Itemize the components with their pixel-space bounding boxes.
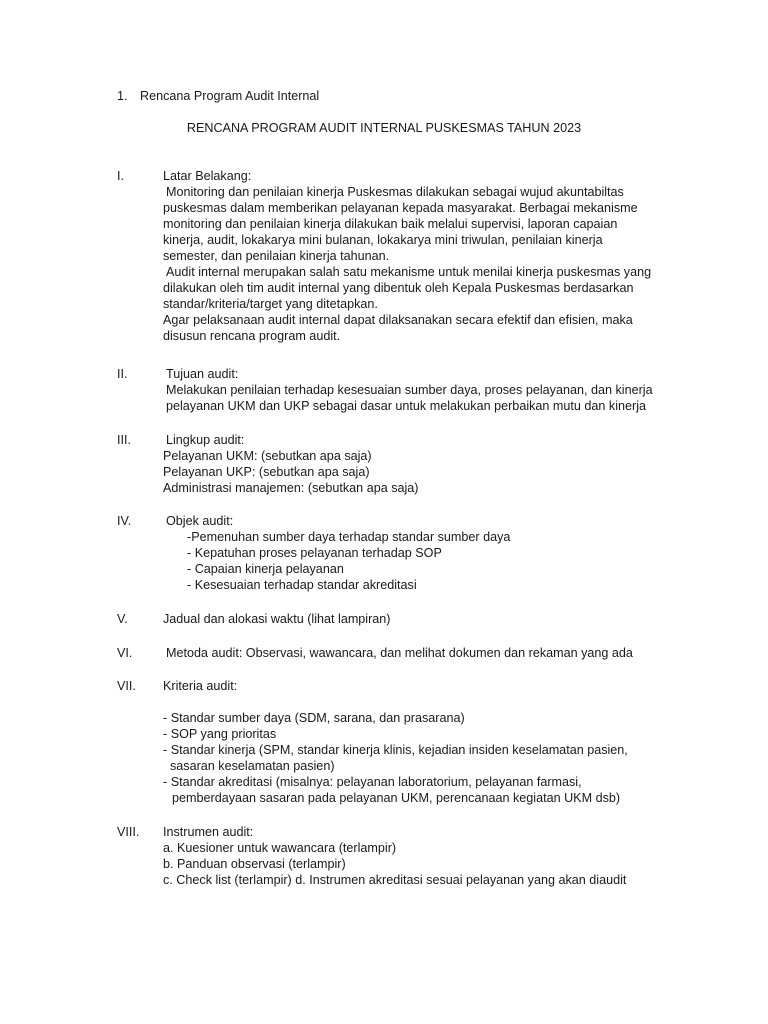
list-item: Pelayanan UKP: (sebutkan apa saja) xyxy=(163,465,370,479)
paragraph-line: Agar pelaksanaan audit internal dapat dilaksanakan secara efektif dan efisien, maka xyxy=(163,313,633,327)
section-number: II. xyxy=(117,367,128,381)
section-tujuan-audit xyxy=(117,366,697,414)
list-item: Administrasi manajemen: (sebutkan apa saja) xyxy=(163,481,419,495)
section-title: Jadual dan alokasi waktu (lihat lampiran) xyxy=(163,612,391,626)
section-title: Instrumen audit: xyxy=(163,825,254,839)
list-item: - Kesesuaian terhadap standar akreditasi xyxy=(187,578,417,592)
list-item: - Standar sumber daya (SDM, sarana, dan prasarana) xyxy=(163,711,465,725)
list-item: - Standar kinerja (SPM, standar kinerja klinis, kejadian insiden keselamatan pasien, xyxy=(163,743,628,757)
section-title: Tujuan audit: xyxy=(166,367,239,381)
section-latar-belakang xyxy=(117,168,697,344)
document-heading xyxy=(117,88,319,104)
paragraph-line: dilakukan oleh tim audit internal yang dibentuk oleh Kepala Puskesmas berdasarkan xyxy=(163,281,634,295)
section-number: VIII. xyxy=(117,825,140,839)
list-item-continuation: sasaran keselamatan pasien) xyxy=(170,759,335,773)
section-title: Kriteria audit: xyxy=(163,679,238,693)
section-metoda-audit xyxy=(117,645,697,661)
section-number: VI. xyxy=(117,646,133,660)
section-number: VII. xyxy=(117,679,136,693)
section-jadual xyxy=(117,611,697,627)
paragraph-line: Audit internal merupakan salah satu mekanisme untuk menilai kinerja puskesmas yang xyxy=(166,265,652,279)
section-number: IV. xyxy=(117,514,132,528)
section-number: I. xyxy=(117,169,124,183)
paragraph-line: kinerja, audit, lokakarya mini bulanan, lokakarya mini triwulan, penilaian kinerja xyxy=(163,233,603,247)
list-item-continuation: pemberdayaan sasaran pada pelayanan UKM, perencanaan kegiatan UKM dsb) xyxy=(172,791,621,805)
list-item: b. Panduan observasi (terlampir) xyxy=(163,857,346,871)
section-title: Lingkup audit: xyxy=(166,433,245,447)
paragraph-line: monitoring dan penilaian kinerja dilakukan baik melalui supervisi, laporan capaian xyxy=(163,217,618,231)
paragraph-line: puskesmas dalam memberikan pelayanan kepada masyarakat. Berbagai mekanisme xyxy=(163,201,638,215)
paragraph-line: standar/kriteria/target yang ditetapkan. xyxy=(163,297,378,311)
list-item: Pelayanan UKM: (sebutkan apa saja) xyxy=(163,449,372,463)
paragraph-line: semester, dan penilaian kinerja tahunan. xyxy=(163,249,390,263)
paragraph-line: Monitoring dan penilaian kinerja Puskesmas dilakukan sebagai wujud akuntabiltas xyxy=(166,185,624,199)
heading-number: 1. xyxy=(117,89,128,103)
section-number: III. xyxy=(117,433,131,447)
paragraph-line: pelayanan UKM dan UKP sebagai dasar untuk melakukan perbaikan mutu dan kinerja xyxy=(166,399,647,413)
list-item: - Kepatuhan proses pelayanan terhadap SOP xyxy=(187,546,442,560)
section-instrumen-audit xyxy=(117,824,697,888)
list-item: a. Kuesioner untuk wawancara (terlampir) xyxy=(163,841,397,855)
list-item: - Standar akreditasi (misalnya: pelayanan laboratorium, pelayanan farmasi, xyxy=(163,775,582,789)
paragraph-line: Melakukan penilaian terhadap kesesuaian sumber daya, proses pelayanan, dan kinerja xyxy=(166,383,653,397)
section-title: Latar Belakang: xyxy=(163,169,252,183)
section-lingkup-audit xyxy=(117,432,697,496)
list-item: c. Check list (terlampir) d. Instrumen akreditasi sesuai pelayanan yang akan diaudit xyxy=(163,873,627,887)
section-title: Metoda audit: Observasi, wawancara, dan melihat dokumen dan rekaman yang ada xyxy=(166,646,633,660)
list-item: - Capaian kinerja pelayanan xyxy=(187,562,344,576)
section-number: V. xyxy=(117,612,128,626)
section-kriteria-audit xyxy=(117,678,697,806)
heading-text: Rencana Program Audit Internal xyxy=(140,89,320,103)
document-title: RENCANA PROGRAM AUDIT INTERNAL PUSKESMAS TAHUN 2023 xyxy=(186,121,582,135)
section-objek-audit xyxy=(117,513,697,593)
section-title: Objek audit: xyxy=(166,514,234,528)
list-item: - SOP yang prioritas xyxy=(163,727,277,741)
spacer xyxy=(163,694,697,710)
list-item: -Pemenuhan sumber daya terhadap standar sumber daya xyxy=(187,530,511,544)
paragraph-line: disusun rencana program audit. xyxy=(163,329,341,343)
